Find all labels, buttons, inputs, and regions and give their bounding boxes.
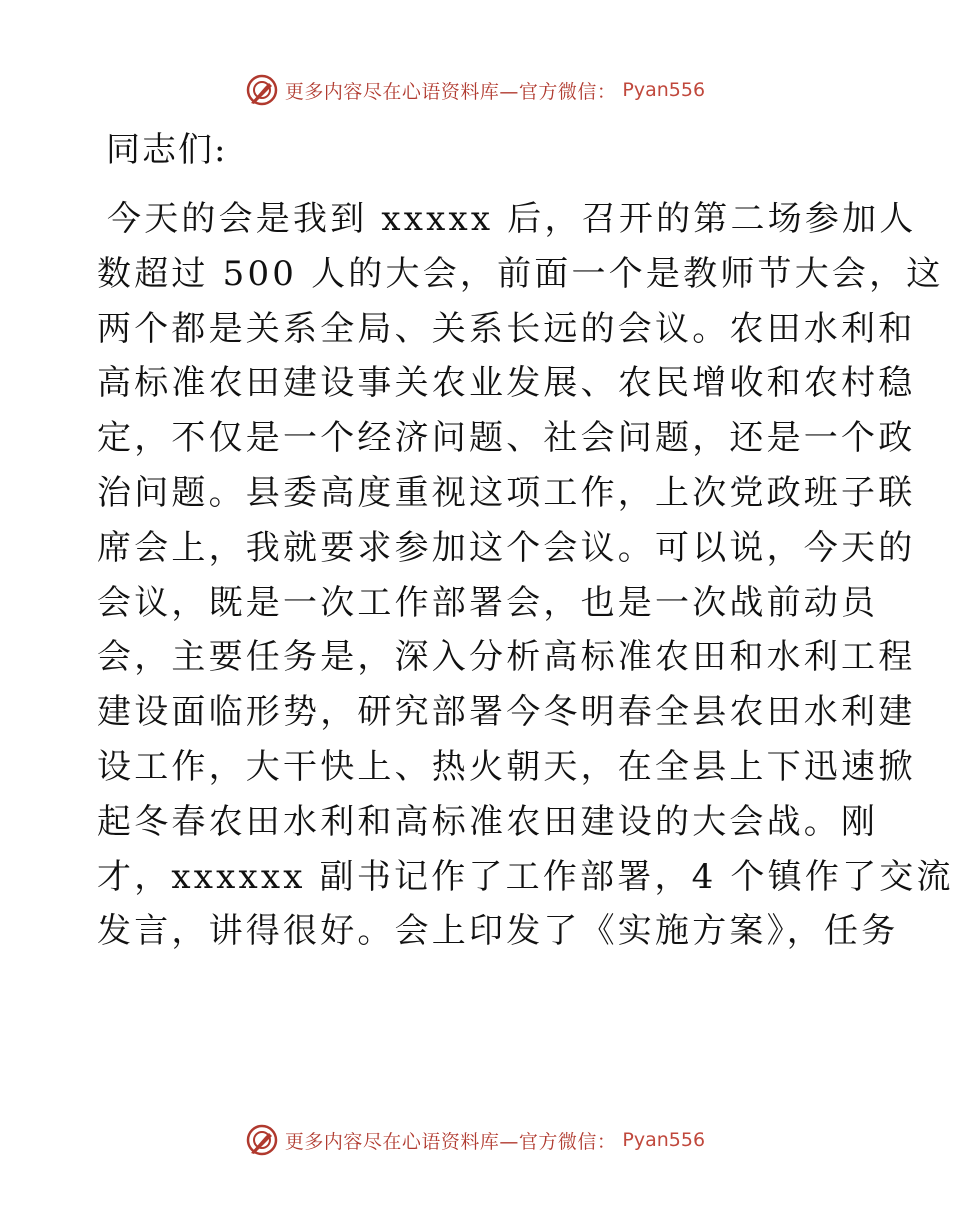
paragraph-line: 建设面临形势，研究部署今冬明春全县农田水利建 xyxy=(97,692,916,733)
pen-seal-icon xyxy=(245,1123,279,1157)
paragraph-line: 席会上，我就要求参加这个会议。可以说，今天的 xyxy=(97,527,916,568)
paragraph-line: 会，主要任务是，深入分析高标准农田和水利工程 xyxy=(97,637,916,678)
header-watermark xyxy=(0,70,950,110)
greeting: 同志们: xyxy=(106,130,228,170)
paragraph-line: 设工作，大干快上、热火朝天，在全县上下迅速掀 xyxy=(97,746,916,787)
paragraph-line: 今天的会是我到 xxxxx 后，召开的第二场参加人 xyxy=(107,199,917,239)
body-paragraph xyxy=(97,192,954,959)
paragraph-line: 数超过 500 人的大会，前面一个是教师节大会，这 xyxy=(97,253,944,294)
paragraph-line: 才，xxxxxx 副书记作了工作部署，4 个镇作了交流 xyxy=(97,856,954,897)
pen-seal-icon xyxy=(245,73,279,107)
paragraph-line: 起冬春农田水利和高标准农田建设的大会战。刚 xyxy=(97,801,879,842)
watermark-wechat-id: Pyan556 xyxy=(622,1129,706,1151)
paragraph-line: 定，不仅是一个经济问题、社会问题，还是一个政 xyxy=(97,418,916,459)
watermark-text: 更多内容尽在心语资料库—官方微信： xyxy=(284,80,617,103)
watermark-wechat-id: Pyan556 xyxy=(622,79,706,101)
paragraph-line: 两个都是关系全局、关系长远的会议。农田水利和 xyxy=(97,308,916,349)
paragraph-line: 治问题。县委高度重视这项工作，上次党政班子联 xyxy=(97,472,916,513)
paragraph-line: 高标准农田建设事关农业发展、农民增收和农村稳 xyxy=(97,363,916,404)
watermark-text: 更多内容尽在心语资料库—官方微信： xyxy=(284,1130,617,1153)
paragraph-line: 发言，讲得很好。会上印发了《实施方案》，任务 xyxy=(97,911,899,952)
footer-watermark xyxy=(0,1120,950,1160)
paragraph-line: 会议，既是一次工作部署会，也是一次战前动员 xyxy=(97,582,879,623)
